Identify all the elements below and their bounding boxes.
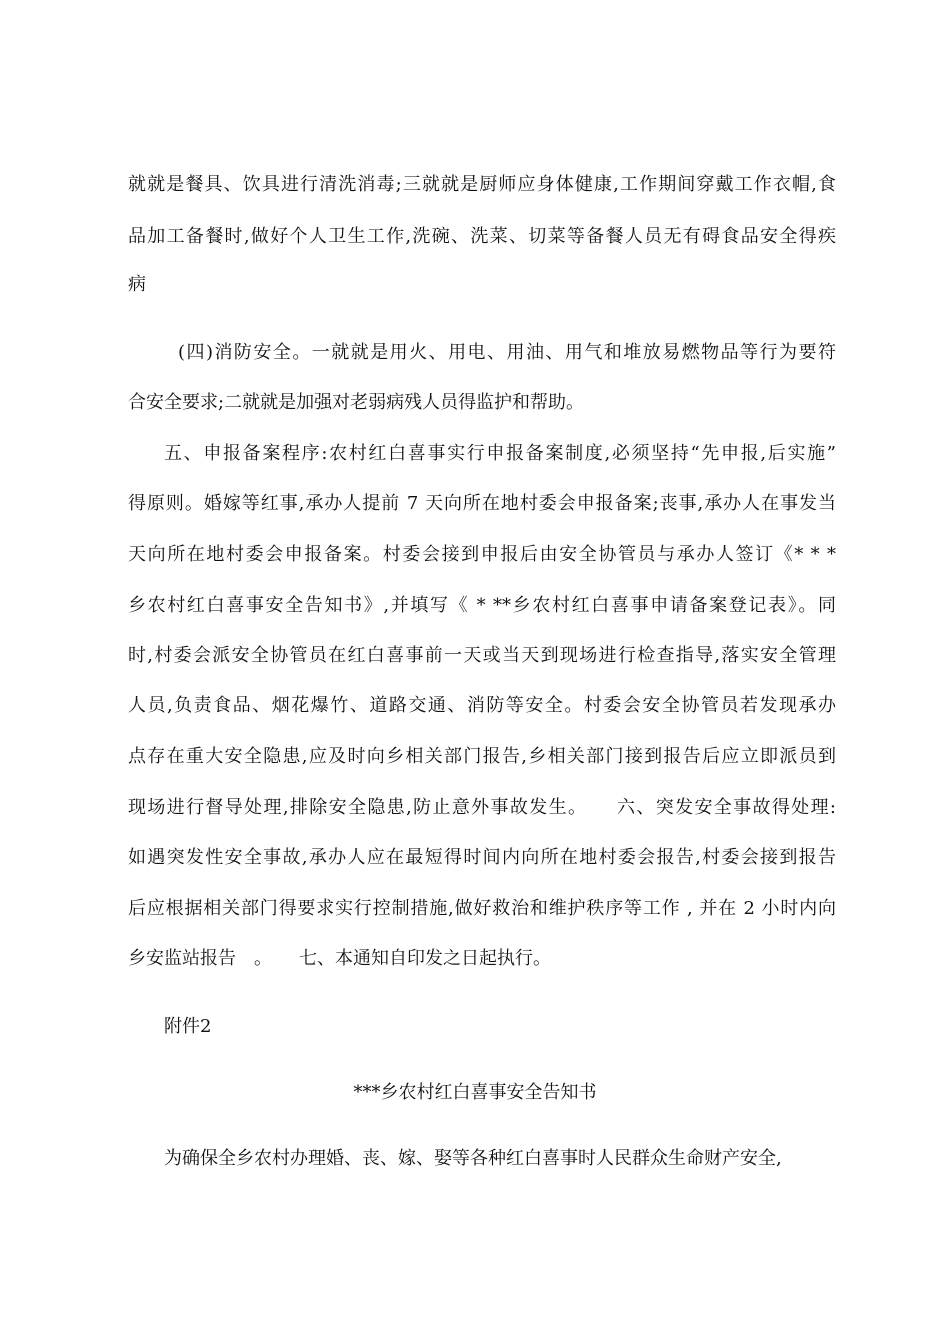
food-safety-line-3: 病: [128, 274, 146, 295]
procedure-line-11: 乡安监站报告 。 七、本通知自印发之日起执行。: [128, 948, 551, 969]
food-safety-line-2: 品加工备餐时,做好个人卫生工作,洗碗、洗菜、切菜等备餐人员无有碍食品安全得疾: [128, 226, 836, 247]
procedure-line-3: 天向所在地村委会申报备案。村委会接到申报后由安全协管员与承办人签订《* * *: [128, 544, 836, 565]
procedure-line-10: 后应根据相关部门得要求实行控制措施,做好救治和维护秩序等工作 , 并在 2 小时内向: [128, 898, 836, 919]
fire-safety-line-1: (四)消防安全。一就就是用火、用电、用油、用气和堆放易燃物品等行为要符: [178, 342, 836, 363]
fire-safety-line-2: 合安全要求;二就就是加强对老弱病残人员得监护和帮助。: [128, 392, 585, 413]
procedure-line-5: 时,村委会派安全协管员在红白喜事前一天或当天到现场进行检查指导,落实安全管理: [128, 645, 836, 666]
procedure-line-6: 人员,负责食品、烟花爆竹、道路交通、消防等安全。村委会安全协管员若发现承办: [128, 695, 836, 716]
procedure-line-8: 现场进行督导处理,排除安全隐患,防止意外事故发生。 六、突发安全事故得处理:: [128, 797, 836, 818]
procedure-line-2: 得原则。婚嫁等红事,承办人提前 7 天向所在地村委会申报备案;丧事,承办人在事发当: [128, 493, 836, 514]
annex-intro-line: 为确保全乡农村办理婚、丧、嫁、娶等各种红白喜事时人民群众生命财产安全,: [164, 1148, 782, 1169]
procedure-line-9: 如遇突发性安全事故,承办人应在最短得时间内向所在地村委会报告,村委会接到报告: [128, 847, 836, 868]
food-safety-line-1: 就就是餐具、饮具进行清洗消毒;三就就是厨师应身体健康,工作期间穿戴工作衣帽,食: [128, 174, 836, 195]
annex-title: ***乡农村红白喜事安全告知书: [353, 1082, 597, 1103]
procedure-line-4: 乡农村红白喜事安全告知书》,并填写《 * **乡农村红白喜事申请备案登记表》。同: [128, 595, 836, 616]
annex-label: 附件2: [164, 1016, 212, 1037]
procedure-line-1: 五、申报备案程序:农村红白喜事实行申报备案制度,必须坚持“先申报,后实施”: [164, 443, 836, 464]
procedure-line-7: 点存在重大安全隐患,应及时向乡相关部门报告,乡相关部门接到报告后应立即派员到: [128, 746, 836, 767]
